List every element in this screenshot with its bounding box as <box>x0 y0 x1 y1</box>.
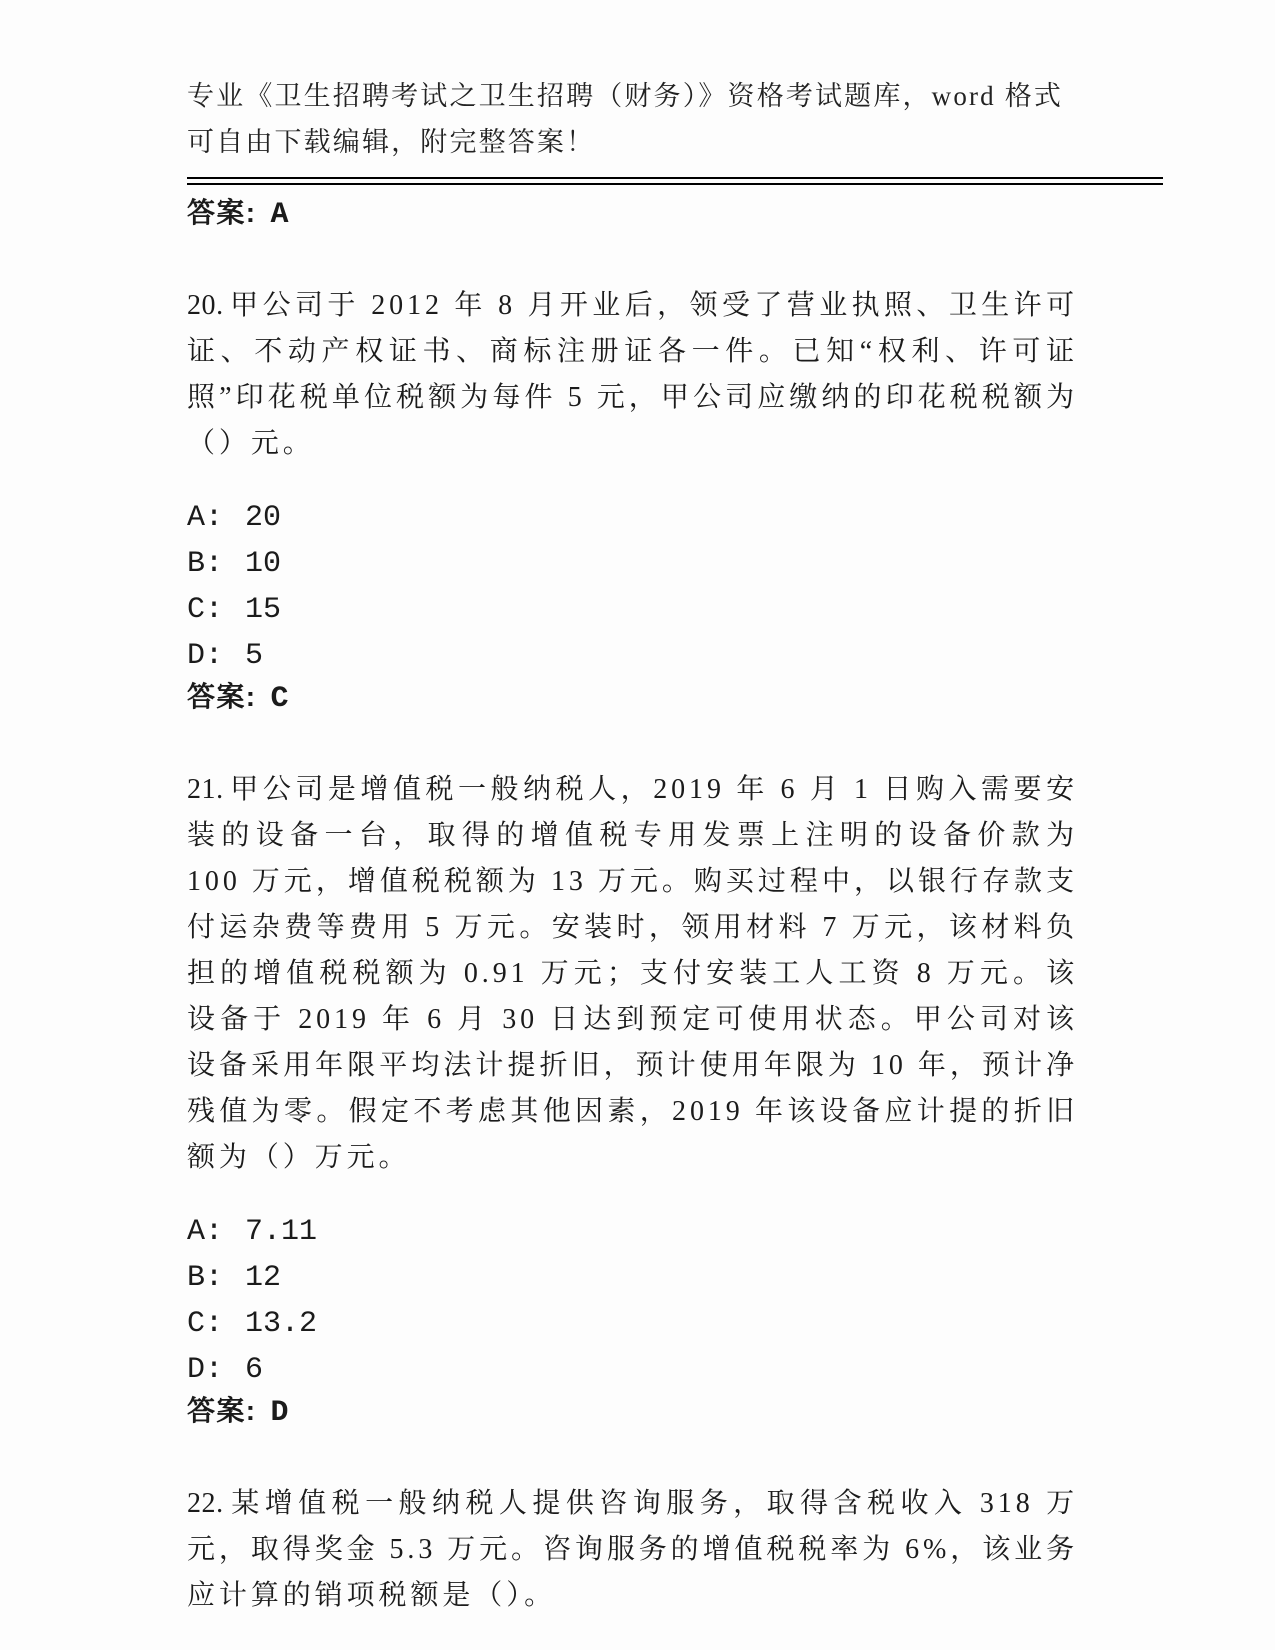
option-row-b <box>187 1255 1078 1301</box>
option-label: C: <box>187 593 224 627</box>
answer-value: A <box>270 198 290 232</box>
option-value: 15 <box>245 593 282 627</box>
option-row-c <box>187 587 1078 633</box>
answer-value: D <box>270 1396 290 1430</box>
answer-label: 答案: <box>187 197 257 228</box>
option-label: D: <box>187 639 224 673</box>
question-22-paragraph <box>187 1481 1078 1619</box>
option-row-b <box>187 541 1078 587</box>
question-21-options <box>187 1209 1078 1393</box>
option-label: A: <box>187 1215 224 1249</box>
question-text: 甲公司于 2012 年 8 月开业后，领受了营业执照、卫生许可证、不动产权证书、商标注册证各一件。已知“权利、许可证照”印花税单位税额为每件 5 元，甲公司应缴纳的印花税税额为（）元。 <box>187 290 1078 459</box>
question-text: 某增值税一般纳税人提供咨询服务，取得含税收入 318 万元，取得奖金 5.3 万元。咨询服务的增值税税率为 6%，该业务应计算的销项税额是（）。 <box>187 1488 1078 1611</box>
page-header-text: 专业《卫生招聘考试之卫生招聘（财务）》资格考试题库，word 格式可自由下载编辑，附完整答案！ <box>187 81 1064 157</box>
answer-line-question-21 <box>187 1388 1078 1436</box>
option-label: C: <box>187 1307 224 1341</box>
option-row-d <box>187 1347 1078 1393</box>
question-text: 甲公司是增值税一般纳税人，2019 年 6 月 1 日购入需要安装的设备一台，取得的增值税专用发票上注明的设备价款为 100 万元，增值税税额为 13 万元。购买过程中，以银行存款支付运杂费等费用 5 万元。安装时，领用材料 7 万元，该材料负担的增值税税额为 0.91 万元；支付安装工人工资 8 万元。该设备于 2019 年 6 月 30 日达到预定可使用状态。甲公司对该设备采用年限平均法计提折旧，预计使用年限为 10 年，预计净残值为零。假定不考虑其他因素，2019 年该设备应计提的折旧额为（）万元。 <box>187 774 1078 1173</box>
question-number: 22. <box>187 1488 224 1519</box>
option-row-c <box>187 1301 1078 1347</box>
option-row-a <box>187 495 1078 541</box>
option-value: 7.11 <box>245 1215 318 1249</box>
option-value: 12 <box>245 1261 282 1295</box>
option-value: 10 <box>245 547 282 581</box>
option-value: 5 <box>245 639 264 673</box>
question-number: 21. <box>187 774 224 805</box>
answer-line-question-20 <box>187 674 1078 722</box>
option-label: B: <box>187 1261 224 1295</box>
question-20-options <box>187 495 1078 679</box>
question-number: 20. <box>187 290 224 321</box>
option-row-a <box>187 1209 1078 1255</box>
option-row-d <box>187 633 1078 679</box>
option-label: D: <box>187 1353 224 1387</box>
option-value: 13.2 <box>245 1307 318 1341</box>
content-column <box>187 73 1078 1619</box>
answer-line-previous-question <box>187 190 1078 238</box>
header-divider-double-rule <box>187 177 1163 185</box>
answer-value: C <box>270 682 290 716</box>
option-value: 6 <box>245 1353 264 1387</box>
question-20-paragraph <box>187 283 1078 467</box>
answer-label: 答案: <box>187 681 257 712</box>
answer-label: 答案: <box>187 1395 257 1426</box>
option-value: 20 <box>245 501 282 535</box>
option-label: B: <box>187 547 224 581</box>
question-21-paragraph <box>187 767 1078 1181</box>
option-label: A: <box>187 501 224 535</box>
